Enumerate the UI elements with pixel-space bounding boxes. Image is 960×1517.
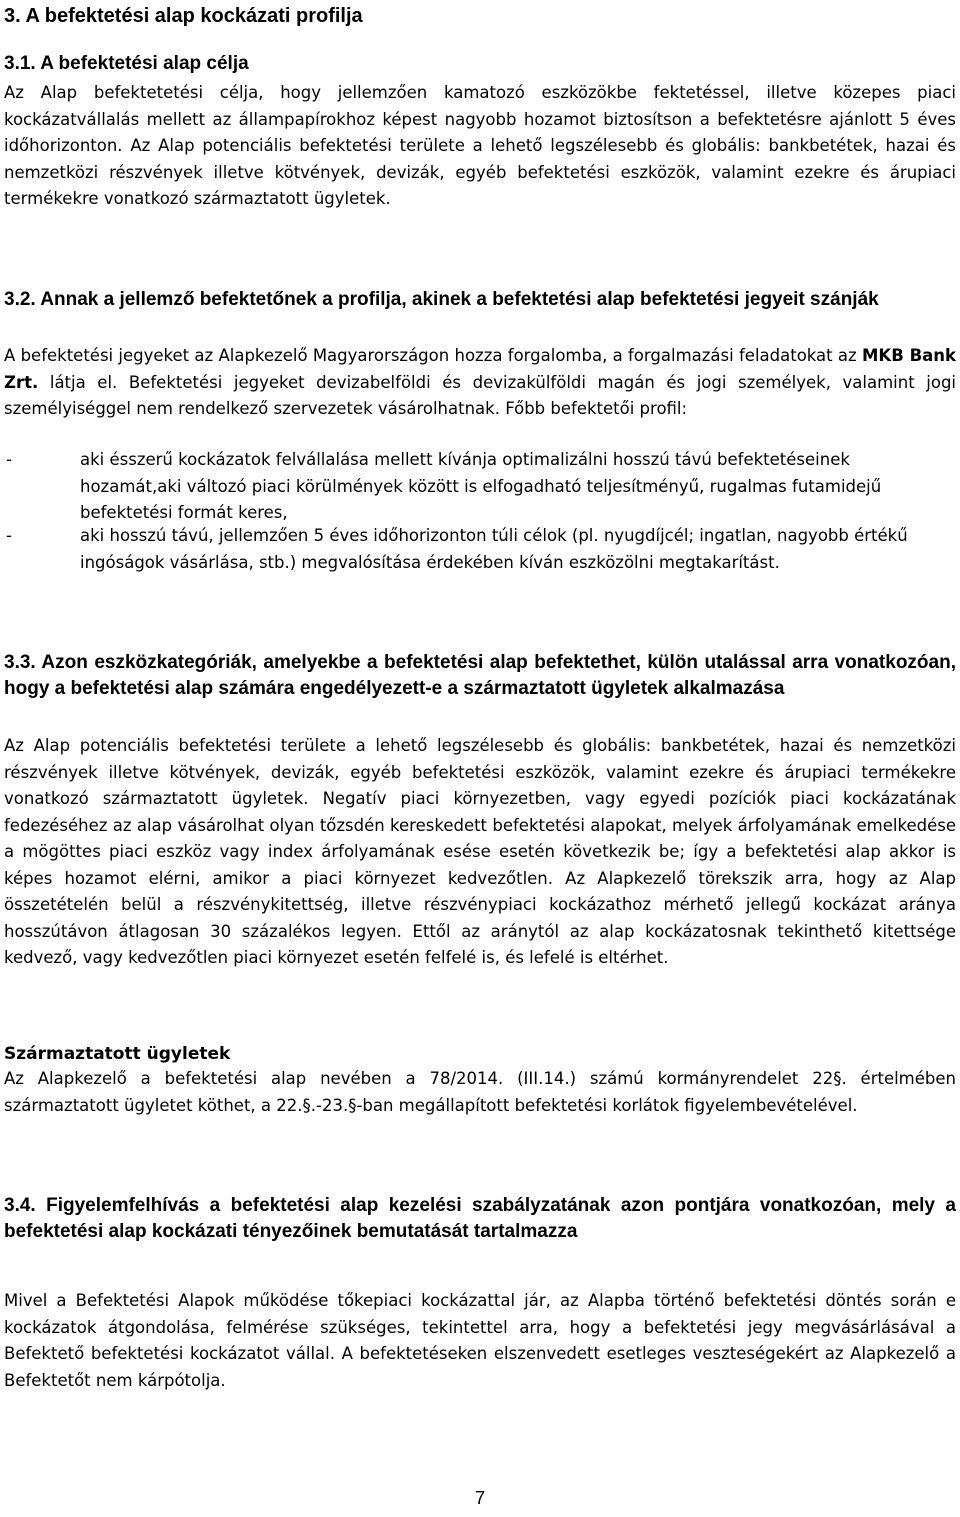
investor-profile-item-text: aki hosszú távú, jellemzően 5 éves időhorizonton túli célok (pl. nyugdíjcél; ingatlan, nagyobb értékű ingóságok vásárlása, stb.) megvalósítása érdekében kíván eszközölni megtakarítást.	[80, 526, 908, 572]
section-3-2-title: 3.2. Annak a jellemző befektetőnek a profilja, akinek a befektetési alap befektetési jegyeit szánják	[4, 289, 879, 310]
bullet-marker: -	[6, 450, 12, 469]
section-3-2-text	[4, 343, 956, 423]
section-3-3-text: Az Alap potenciális befektetési területe a lehető legszélesebb és globális: bankbetétek, hazai és nemzetközi részvények illetve kötvények, devizák, egyéb befektetési eszközök, valamint ezekre és árupiaci termékekre vonatkozó származtatott ügyletek. Negatív piaci környezetben, vagy egyedi pozíciók piaci kockázatának fedezéséhez az alap vásárolhat olyan tőzsdén kereskedett befektetési alapokat, melyek árfolyamának emelkedése a mögöttes piaci eszköz vagy index árfolyamának esése esetén következik be; így a befektetési alap akkor is képes hozamot elérni, amikor a piaci környezet kedvezőtlen. Az Alapkezelő törekszik arra, hogy az Alap összetételén belül a részvénykitettség, illetve részvénypiaci kockázathoz mérhető jellegű kockázat aránya hosszútávon átlagosan 30 százalékos legyen. Ettől az aránytól az alap kockázatosnak tekinthető kitettsége kedvező, vagy kedvezőtlen piaci környezet esetén felfelé is, és lefelé is eltérhet.	[4, 736, 956, 967]
section-3-4-text: Mivel a Befektetési Alapok működése tőkepiaci kockázattal jár, az Alapba történő befektetési döntés során e kockázatok átgondolása, felmérése szükséges, tekintettel arra, hogy a befektetési jegy megvásárlásával a Befektető befektetési kockázatot vállal. A befektetéseken elszenvedett esetleges veszteségekért az Alapkezelő a Befektetőt nem kárpótolja.	[4, 1291, 956, 1390]
section-3-2-text-after: látja el.	[49, 372, 118, 392]
section-3-4-title: 3.4. Figyelemfelhívás a befektetési alap kezelési szabályzatának azon pontjára vonatkozóan, mely a befektetési alap kockázati tényezőinek bemutatását tartalmazza	[4, 1195, 956, 1242]
investor-profile-item	[4, 447, 956, 527]
section-3-2-text-before: A befektetési jegyeket az Alapkezelő Magyarországon hozza forgalomba, a forgalmazási feladatokat az	[4, 346, 857, 365]
investor-profile-item	[4, 523, 956, 576]
distributor-name: MKB Bank Zrt.	[4, 346, 956, 392]
section-3-2-text-tail: Befektetési jegyeket devizabelföldi és devizakülföldi magán és jogi személyek, valamint jogi személyiséggel nem rendelkező szervezetek vásárolhatnak. Főbb befektetői profil:	[4, 372, 957, 418]
derivatives-subtitle: Származtatott ügyletek	[4, 1044, 231, 1064]
section-3-3-title: 3.3. Azon eszközkategóriák, amelyekbe a befektetési alap befektethet, külön utalással arra vonatkozóan, hogy a befektetési alap számára engedélyezett-e a származtatott ügyletek alkalmazása	[4, 652, 956, 699]
section-3-1-text: Az Alap befektetetési célja, hogy jellemzően kamatozó eszközökbe fektetéssel, illetve közepes piaci kockázatvállalás mellett az állampapírokhoz képest nagyobb hozamot biztosítson a befektetésre ajánlott 5 éves időhorizonton. Az Alap potenciális befektetési területe a lehető legszélesebb és globális: bankbetétek, hazai és nemzetközi részvények illetve kötvények, devizák, egyéb befektetési eszközök, valamint ezekre és árupiaci termékekre vonatkozó származtatott ügyletek.	[4, 83, 956, 208]
section-3-1-title: 3.1. A befektetési alap célja	[4, 53, 249, 74]
derivatives-text: Az Alapkezelő a befektetési alap nevében a 78/2014. (III.14.) számú kormányrendelet 22§. értelmében származtatott ügyletet köthet, a 22.§.-23.§-ban megállapított befektetési korlátok figyelembevételével.	[4, 1069, 956, 1115]
bullet-marker: -	[6, 526, 12, 545]
investor-profile-item-text: aki ésszerű kockázatok felvállalása mellett kívánja optimalizálni hosszú távú befektetéseinek hozamát,aki változó piaci körülmények között is elfogadható teljesítményű, rugalmas futamidejű befektetési formát keres,	[80, 450, 882, 522]
page-number: 7	[474, 1488, 485, 1508]
chapter-title: 3. A befektetési alap kockázati profilja	[4, 5, 363, 27]
